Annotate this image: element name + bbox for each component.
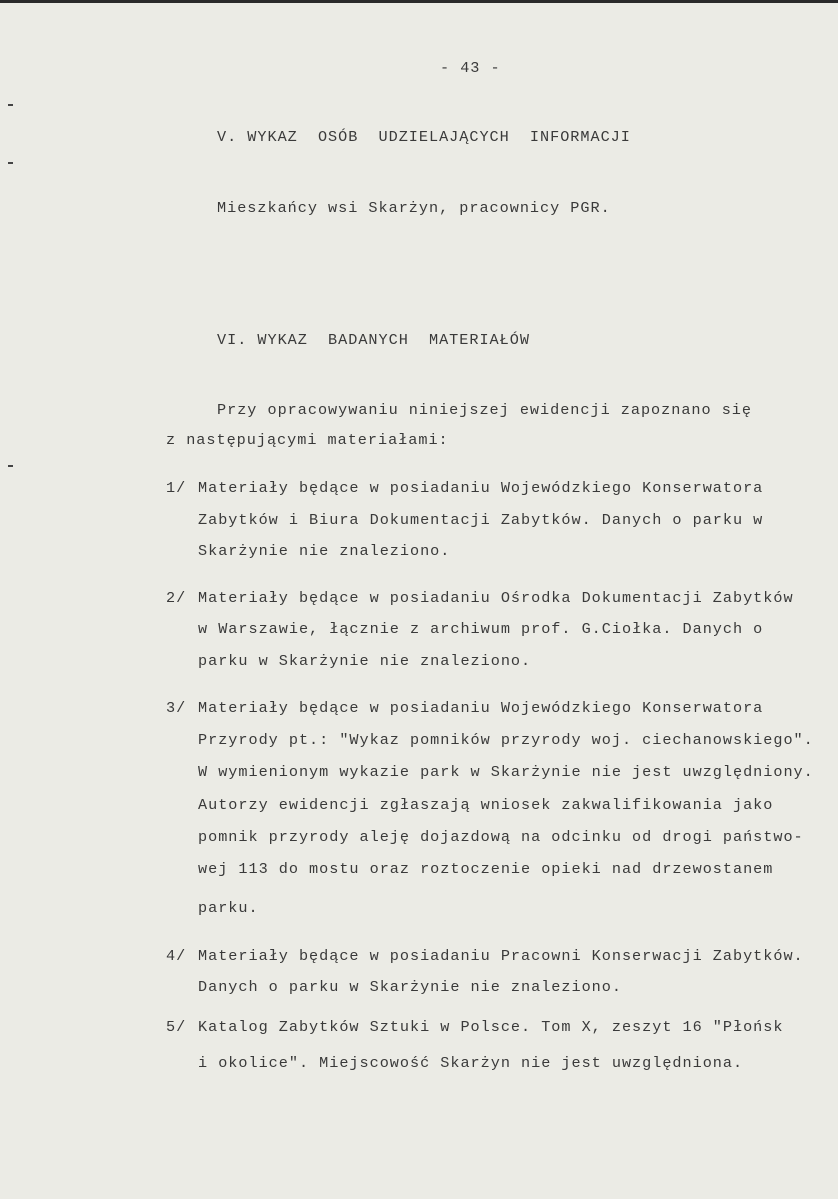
list-item-line: W wymienionym wykazie park w Skarżynie nie jest uwzględniony.: [198, 763, 814, 781]
list-item-line: wej 113 do mostu oraz roztoczenie opieki nad drzewostanem: [198, 860, 774, 878]
list-item-number: 1/: [166, 479, 187, 497]
page-number: - 43 -: [440, 59, 501, 77]
list-item-number: 5/: [166, 1018, 187, 1036]
list-item-line: Materiały będące w posiadaniu Pracowni Konserwacji Zabytków.: [198, 947, 804, 965]
list-item-number: 4/: [166, 947, 187, 965]
list-item-line: w Warszawie, łącznie z archiwum prof. G.Ciołka. Danych o: [198, 620, 764, 638]
margin-mark: [8, 465, 13, 467]
paragraph: Mieszkańcy wsi Skarżyn, pracownicy PGR.: [217, 199, 611, 217]
section-heading: V. WYKAZ OSÓB UDZIELAJĄCYCH INFORMACJI: [217, 128, 631, 146]
list-item-line: parku w Skarżynie nie znaleziono.: [198, 652, 532, 670]
page-top-edge: [0, 0, 838, 3]
list-item-line: Katalog Zabytków Sztuki w Polsce. Tom X, zeszyt 16 "Płońsk: [198, 1018, 784, 1036]
list-item-line: parku.: [198, 899, 259, 917]
margin-mark: [8, 104, 13, 106]
list-item-line: Materiały będące w posiadaniu Wojewódzkiego Konserwatora: [198, 479, 764, 497]
list-item-line: Skarżynie nie znaleziono.: [198, 542, 451, 560]
margin-mark: [8, 162, 13, 164]
list-item-line: i okolice". Miejscowość Skarżyn nie jest uwzględniona.: [198, 1054, 744, 1072]
list-item-line: Materiały będące w posiadaniu Ośrodka Dokumentacji Zabytków: [198, 589, 794, 607]
list-item-line: Przyrody pt.: "Wykaz pomników przyrody woj. ciechanowskiego".: [198, 731, 814, 749]
list-item-line: Danych o parku w Skarżynie nie znaleziono.: [198, 978, 622, 996]
list-item-number: 3/: [166, 699, 187, 717]
list-item-line: Zabytków i Biura Dokumentacji Zabytków. Danych o parku w: [198, 511, 764, 529]
list-item-line: Autorzy ewidencji zgłaszają wniosek zakwalifikowania jako: [198, 796, 774, 814]
list-item-line: Materiały będące w posiadaniu Wojewódzkiego Konserwatora: [198, 699, 764, 717]
paragraph-line: Przy opracowywaniu niniejszej ewidencji zapoznano się: [217, 401, 752, 419]
list-item-line: pomnik przyrody aleję dojazdową na odcinku od drogi państwo-: [198, 828, 804, 846]
list-item-number: 2/: [166, 589, 187, 607]
section-heading: VI. WYKAZ BADANYCH MATERIAŁÓW: [217, 331, 530, 349]
paragraph-line: z następującymi materiałami:: [166, 431, 449, 449]
